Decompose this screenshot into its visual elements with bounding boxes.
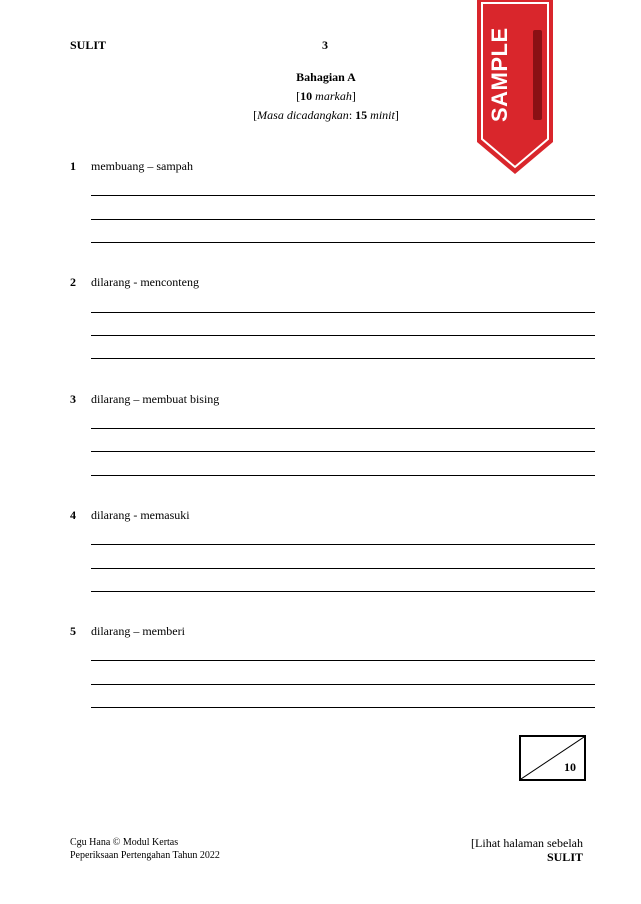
footer-right	[460, 836, 583, 864]
question-text-4: dilarang - memasuki	[91, 508, 190, 522]
answer-line[interactable]	[91, 684, 595, 685]
answer-line[interactable]	[91, 660, 595, 661]
time-unit: minit	[370, 108, 395, 122]
page-number: 3	[322, 38, 328, 52]
answer-line[interactable]	[91, 219, 595, 220]
question-text-5: dilarang – memberi	[91, 624, 185, 638]
answer-line[interactable]	[91, 358, 595, 359]
footer-exam: Peperiksaan Pertengahan Tahun 2022	[70, 850, 220, 861]
section-time: [Masa dicadangkan: 15 minit]	[253, 108, 399, 122]
answer-line[interactable]	[91, 428, 595, 429]
question-number-1: 1	[70, 159, 76, 173]
answer-line[interactable]	[91, 451, 595, 452]
sample-watermark	[474, 0, 556, 176]
header-confidential: SULIT	[70, 38, 107, 52]
sample-text: SAMPLE	[487, 27, 512, 122]
time-value: 15	[355, 108, 368, 122]
marks-unit: markah	[315, 89, 352, 103]
footer-author: Cgu Hana © Modul Kertas	[70, 837, 179, 848]
footer-confidential: SULIT	[546, 850, 583, 864]
score-box	[519, 735, 586, 781]
answer-line[interactable]	[91, 195, 595, 196]
question-number-5: 5	[70, 624, 76, 638]
answer-line[interactable]	[91, 591, 595, 592]
answer-line[interactable]	[91, 242, 595, 243]
time-label: Masa dicadangkan	[257, 108, 349, 122]
answer-line[interactable]	[91, 568, 595, 569]
question-number-2: 2	[70, 275, 76, 289]
question-number-3: 3	[70, 392, 76, 406]
score-total: 10	[564, 760, 576, 774]
answer-line[interactable]	[91, 544, 595, 545]
question-text-2: dilarang - menconteng	[91, 275, 199, 289]
question-text-3: dilarang – membuat bising	[91, 392, 220, 406]
marks-value: 10	[300, 89, 313, 103]
section-marks: [10 markah]	[296, 89, 356, 103]
answer-line[interactable]	[91, 707, 595, 708]
question-text-1: membuang – sampah	[91, 159, 193, 173]
footer-see-next: [Lihat halaman sebelah	[471, 836, 583, 850]
answer-line[interactable]	[91, 335, 595, 336]
footer-left	[70, 836, 220, 862]
answer-line[interactable]	[91, 475, 595, 476]
section-title: Bahagian A	[296, 70, 356, 84]
answer-line[interactable]	[91, 312, 595, 313]
question-number-4: 4	[70, 508, 76, 522]
